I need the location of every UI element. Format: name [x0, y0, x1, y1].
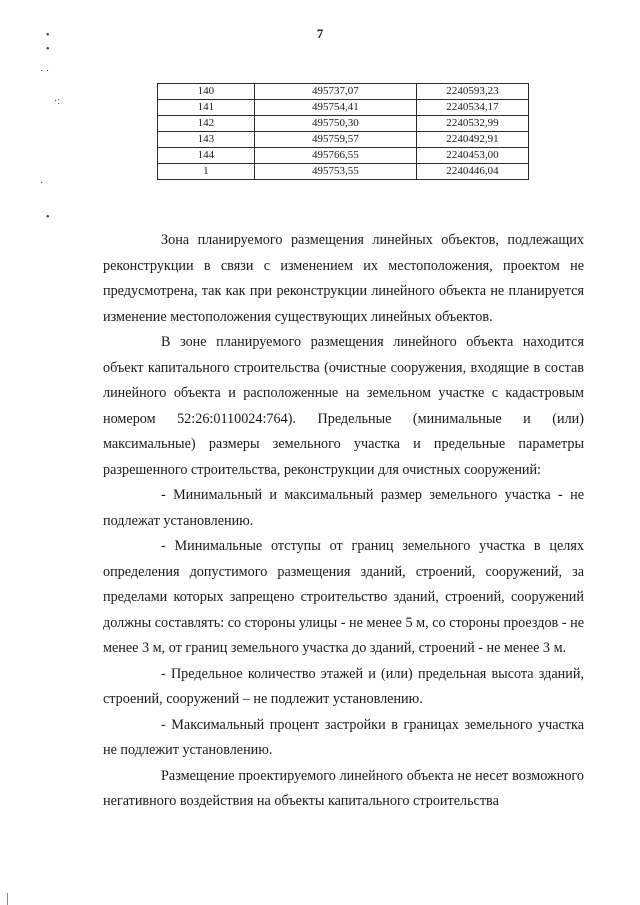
x-coordinate-cell: 495750,30 — [254, 116, 416, 132]
body-text — [103, 228, 584, 815]
y-coordinate-cell: 2240446,04 — [416, 164, 528, 180]
paragraph-capital-object: В зоне планируемого размещения линейного объекта находится объект капитального строительства (очистные сооружения, входящие в состав линейного объекта и расположенные на земельном участке с кадастровым номером 52:26:0110024:764). Предельные (минимальные и (или) максимальные) размеры земельного участка и предельные параметры разрешенного строительства, реконструкции для очистных сооружений: — [103, 334, 584, 478]
point-number-cell: 144 — [158, 148, 255, 164]
x-coordinate-cell: 495753,55 — [254, 164, 416, 180]
list-item-coverage: - Максимальный процент застройки в границах земельного участка не подлежит установлению. — [103, 716, 584, 758]
scan-edge-line — [7, 893, 8, 905]
x-coordinate-cell: 495766,55 — [254, 148, 416, 164]
x-coordinate-cell: 495754,41 — [254, 100, 416, 116]
x-coordinate-cell: 495737,07 — [254, 84, 416, 100]
point-number-cell: 143 — [158, 132, 255, 148]
y-coordinate-cell: 2240593,23 — [416, 84, 528, 100]
y-coordinate-cell: 2240532,99 — [416, 116, 528, 132]
point-number-cell: 1 — [158, 164, 255, 180]
x-coordinate-cell: 495759,57 — [254, 132, 416, 148]
table-row — [158, 148, 529, 164]
table-row — [158, 116, 529, 132]
list-item-floors: - Предельное количество этажей и (или) предельная высота зданий, строений, сооружений – не подлежит установлению. — [103, 665, 584, 707]
point-number-cell: 141 — [158, 100, 255, 116]
paragraph-zone-reconstruction: Зона планируемого размещения линейных объектов, подлежащих реконструкции в связи с изменением их местоположения, проектом не предусмотрена, так как при реконструкции линейного объекта не планируется изменение местоположения существующих линейных объектов. — [103, 232, 584, 325]
y-coordinate-cell: 2240534,17 — [416, 100, 528, 116]
list-item-plot-size: - Минимальный и максимальный размер земельного участка - не подлежат установлению. — [103, 487, 584, 529]
coordinates-table — [157, 83, 529, 180]
point-number-cell: 140 — [158, 84, 255, 100]
point-number-cell: 142 — [158, 116, 255, 132]
page-number: 7 — [316, 26, 324, 41]
table-row — [158, 84, 529, 100]
y-coordinate-cell: 2240492,91 — [416, 132, 528, 148]
table-row — [158, 132, 529, 148]
y-coordinate-cell: 2240453,00 — [416, 148, 528, 164]
paragraph-impact: Размещение проектируемого линейного объекта не несет возможного негативного воздействия на объекты капитального строительства — [103, 767, 584, 809]
list-item-setbacks: - Минимальные отступы от границ земельного участка в целях определения допустимого размещения зданий, строений, сооружений, за пределами которых запрещено строительство зданий, строений, сооружений должны составлять: со стороны улицы - не менее 5 м, со стороны проездов - не менее 3 м, от границ земельного участка до зданий, строений - не менее 3 м. — [103, 538, 584, 656]
table-row — [158, 100, 529, 116]
table-row — [158, 164, 529, 180]
